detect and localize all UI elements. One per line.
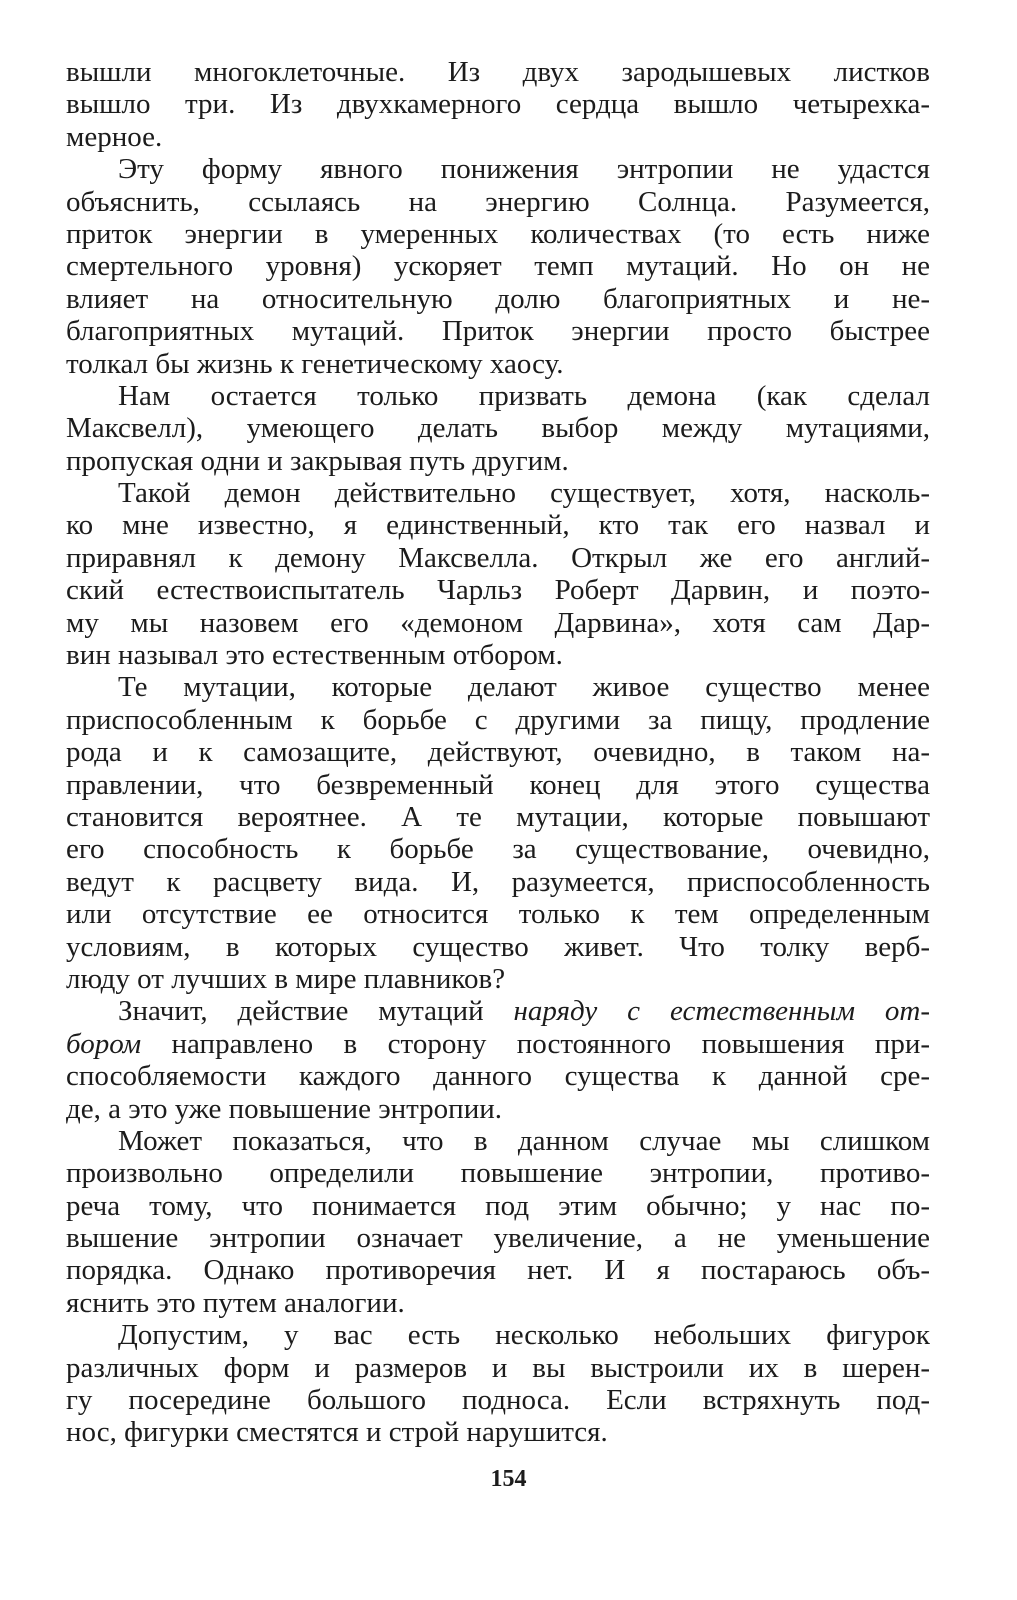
text-line: вин называл это естественным отбором. <box>66 639 563 672</box>
text-line: приток энергии в умеренных количествах (то есть ниже <box>66 217 930 250</box>
text-line: Нам остается только призвать демона (как сделал <box>118 379 930 412</box>
text-line: способляемости каждого данного существа к данной сре- <box>66 1060 930 1093</box>
text-line: гу посередине большого подноса. Если встряхнуть под- <box>66 1384 930 1417</box>
text-line: Допустим, у вас есть несколько небольших фигурок <box>118 1319 930 1352</box>
text-line: правлении, что безвременный конец для этого существа <box>66 768 930 801</box>
text-line: Такой демон действительно существует, хотя, насколь- <box>118 477 930 510</box>
text-line: становится вероятнее. А те мутации, которые повышают <box>66 800 930 833</box>
text-line: вышло три. Из двухкамерного сердца вышло четырехка- <box>66 88 930 121</box>
text-line: приравнял к демону Максвелла. Открыл же его англий- <box>66 541 930 574</box>
paragraph-2 <box>66 153 930 380</box>
paragraph-4 <box>66 477 930 671</box>
text-line: его способность к борьбе за существование, очевидно, <box>66 833 930 866</box>
paragraph-8 <box>66 1319 930 1449</box>
text-line: толкал бы жизнь к генетическому хаосу. <box>66 347 564 380</box>
italic-emphasis: бором <box>66 1027 142 1060</box>
page-number: 154 <box>490 1466 527 1492</box>
text-line: мерное. <box>66 120 163 153</box>
text-line: нос, фигурки сместятся и строй нарушится. <box>66 1416 608 1449</box>
text-run: Значит, действие мутаций <box>118 995 514 1028</box>
text-line: благоприятных мутаций. Приток энергии просто быстрее <box>66 315 930 348</box>
text-line: Максвелл), умеющего делать выбор между мутациями, <box>66 412 930 445</box>
text-line: ведут к расцвету вида. И, разумеется, приспособленность <box>66 865 930 898</box>
paragraph-6 <box>66 995 930 1125</box>
text-line: объяснить, ссылаясь на энергию Солнца. Разумеется, <box>66 185 930 218</box>
paragraph-1 <box>66 56 930 153</box>
text-line: пропуская одни и закрывая путь другим. <box>66 444 569 477</box>
text-line: Может показаться, что в данном случае мы слишком <box>118 1124 930 1157</box>
text-line: яснить это путем аналогии. <box>66 1286 405 1319</box>
text-line: ский естествоиспытатель Чарльз Роберт Дарвин, и поэто- <box>66 574 930 607</box>
text-line: условиям, в которых существо живет. Что толку верб- <box>66 930 930 963</box>
text-line: вышение энтропии означает увеличение, а не уменьшение <box>66 1222 930 1255</box>
italic-emphasis: наряду с естественным от- <box>513 995 930 1028</box>
text-line: му мы назовем его «демоном Дарвина», хотя сам Дар- <box>66 606 930 639</box>
text-line: Те мутации, которые делают живое существо менее <box>118 671 930 704</box>
text-line: люду от лучших в мире плавников? <box>66 962 506 995</box>
paragraph-7 <box>66 1125 930 1319</box>
text-line: или отсутствие ее относится только к тем определенным <box>66 898 930 931</box>
text-line: рода и к самозащите, действуют, очевидно, в таком на- <box>66 736 930 769</box>
text-line <box>66 1028 930 1060</box>
text-line: де, а это уже повышение энтропии. <box>66 1092 502 1125</box>
book-page-text <box>66 56 930 1449</box>
paragraph-3 <box>66 380 930 477</box>
text-line: различных форм и размеров и вы выстроили их в шерен- <box>66 1351 930 1384</box>
text-line: Эту форму явного понижения энтропии не удастся <box>118 153 930 186</box>
text-line: реча тому, что понимается под этим обычно; у нас по- <box>66 1189 930 1222</box>
text-line: порядка. Однако противоречия нет. И я постараюсь объ- <box>66 1254 930 1287</box>
text-line: смертельного уровня) ускоряет темп мутаций. Но он не <box>66 250 930 283</box>
paragraph-5 <box>66 671 930 995</box>
text-line <box>66 995 930 1027</box>
text-run: направлено в сторону постоянного повышения при- <box>141 1027 930 1060</box>
text-line: влияет на относительную долю благоприятных и не- <box>66 282 930 315</box>
text-line: приспособленным к борьбе с другими за пищу, продление <box>66 703 930 736</box>
text-line: вышли многоклеточные. Из двух зародышевых листков <box>66 56 930 88</box>
text-line: ко мне известно, я единственный, кто так его назвал и <box>66 509 930 542</box>
text-line: произвольно определили повышение энтропии, противо- <box>66 1157 930 1190</box>
